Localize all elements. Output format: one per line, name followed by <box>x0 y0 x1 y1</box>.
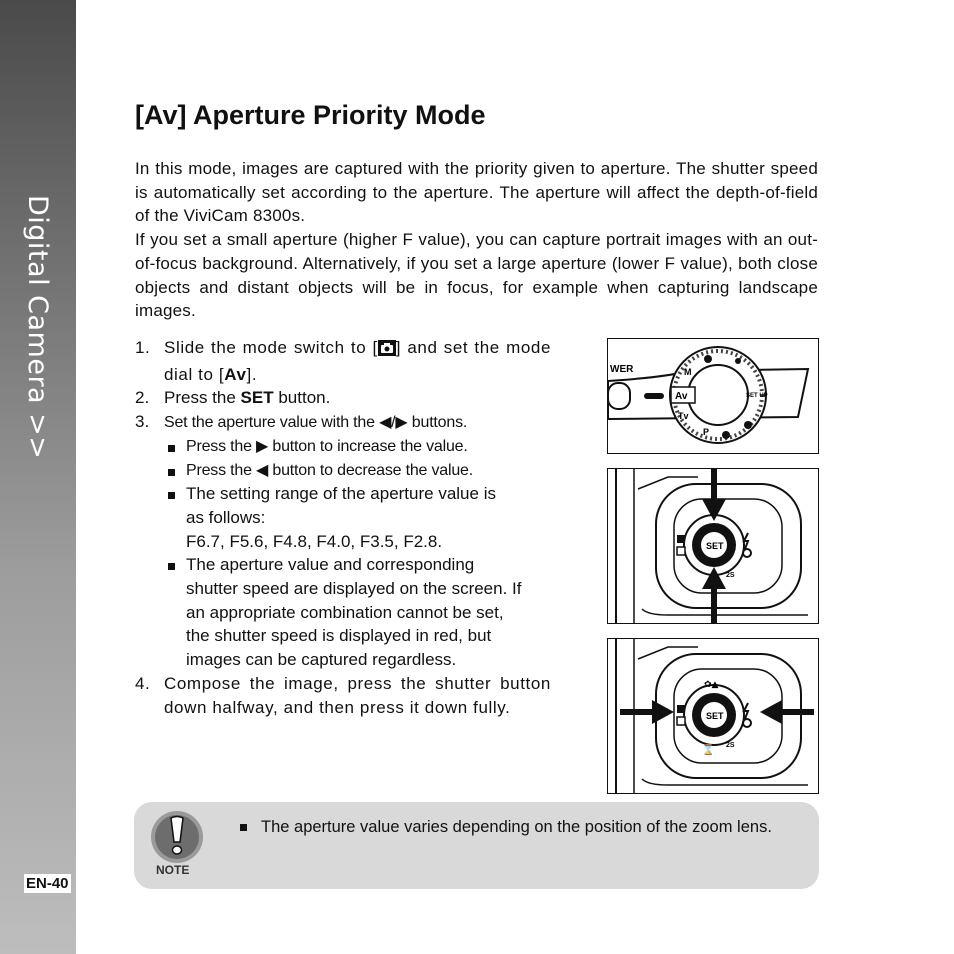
mode-dial-icon <box>670 347 768 443</box>
step-3: 3. Set the aperture value with the ◀/▶ buttons. Press the ▶ button to increase the value. Press the ◀ button to decrease the value. The setting range of the aperture value is as follows: F6.7, F5.6, F4.8, F4.0, F3.5, F2.8. The aperture value and corresponding shutter speed are displayed on the screen. If an appropriate combination cannot be set, the shutter speed is displayed in red, but images can be captured regardless. <box>135 410 551 672</box>
step-1: 1. Slide the mode switch to [ ] and set the mode dial to [Av]. <box>135 338 551 384</box>
svg-text:Av: Av <box>675 391 688 402</box>
up-down-buttons-figure <box>607 468 819 624</box>
svg-text:Tv: Tv <box>678 411 689 421</box>
note-list <box>240 815 812 840</box>
svg-text:P: P <box>703 427 710 437</box>
svg-text:✿▲: ✿▲ <box>704 680 719 690</box>
page-number: EN-40 <box>26 875 69 892</box>
svg-text:⌛: ⌛ <box>702 745 715 756</box>
note-box <box>134 802 819 889</box>
step-number: 3. <box>135 412 150 432</box>
chapter-title: Digital Camera >> <box>22 195 53 460</box>
step-3-bullets <box>164 435 551 672</box>
note-text: The aperture value varies depending on the position of the zoom lens. <box>240 815 812 840</box>
camera-mode-icon <box>378 339 396 363</box>
svg-text:2S: 2S <box>726 572 735 579</box>
note-warning-icon <box>148 810 206 881</box>
right-arrow-icon: ▶ <box>256 437 269 455</box>
left-right-arrow-icons: ◀/▶ <box>379 414 408 432</box>
power-label: WER <box>610 364 634 375</box>
intro-text <box>135 157 818 323</box>
left-arrow-icon: ◀ <box>256 461 269 479</box>
aperture-values: F6.7, F5.6, F4.8, F4.0, F3.5, F2.8. <box>186 531 443 551</box>
intro-paragraph-2: If you set a small aperture (higher F value), you can capture portrait images with an out-of-focus background. Alternatively, if you set a large aperture (lower F value), both close objects and distant objects will be in focus, for example when capturing landscape images. <box>135 230 818 321</box>
left-right-buttons-figure <box>607 638 819 794</box>
step-number: 2. <box>135 388 150 408</box>
set-button-label: SET <box>706 711 724 721</box>
step-number: 1. <box>135 338 151 357</box>
set-button-label: SET <box>706 541 724 551</box>
bullet-display: The aperture value and corresponding shutter speed are displayed on the screen. If an appropriate combination cannot be set, the shutter speed is displayed in red, but images can be captured regardless. <box>164 553 526 672</box>
mode-dial-figure <box>607 338 819 454</box>
note-label: NOTE <box>156 863 190 876</box>
section-heading: [Av] Aperture Priority Mode <box>135 100 486 130</box>
bullet-increase: Press the ▶ button to increase the value. <box>164 435 551 459</box>
side-bar <box>0 0 76 954</box>
step-list <box>135 336 551 719</box>
svg-text:SET UP: SET UP <box>746 393 768 399</box>
bullet-range: The setting range of the aperture value is as follows: F6.7, F5.6, F4.8, F4.0, F3.5, F2.8. <box>164 482 506 553</box>
svg-text:2S: 2S <box>726 742 735 749</box>
intro-paragraph-1: In this mode, images are captured with the priority given to aperture. The shutter speed is automatically set according to the aperture. The aperture will affect the depth-of-field of the ViviCam 8300s. <box>135 159 818 226</box>
svg-text:M: M <box>684 367 692 377</box>
step-2: 2. Press the SET button. <box>135 386 551 410</box>
step-4: 4. Compose the image, press the shutter button down halfway, and then press it down fully. <box>135 673 551 717</box>
step-number: 4. <box>135 673 151 693</box>
bullet-decrease: Press the ◀ button to decrease the value. <box>164 459 551 483</box>
